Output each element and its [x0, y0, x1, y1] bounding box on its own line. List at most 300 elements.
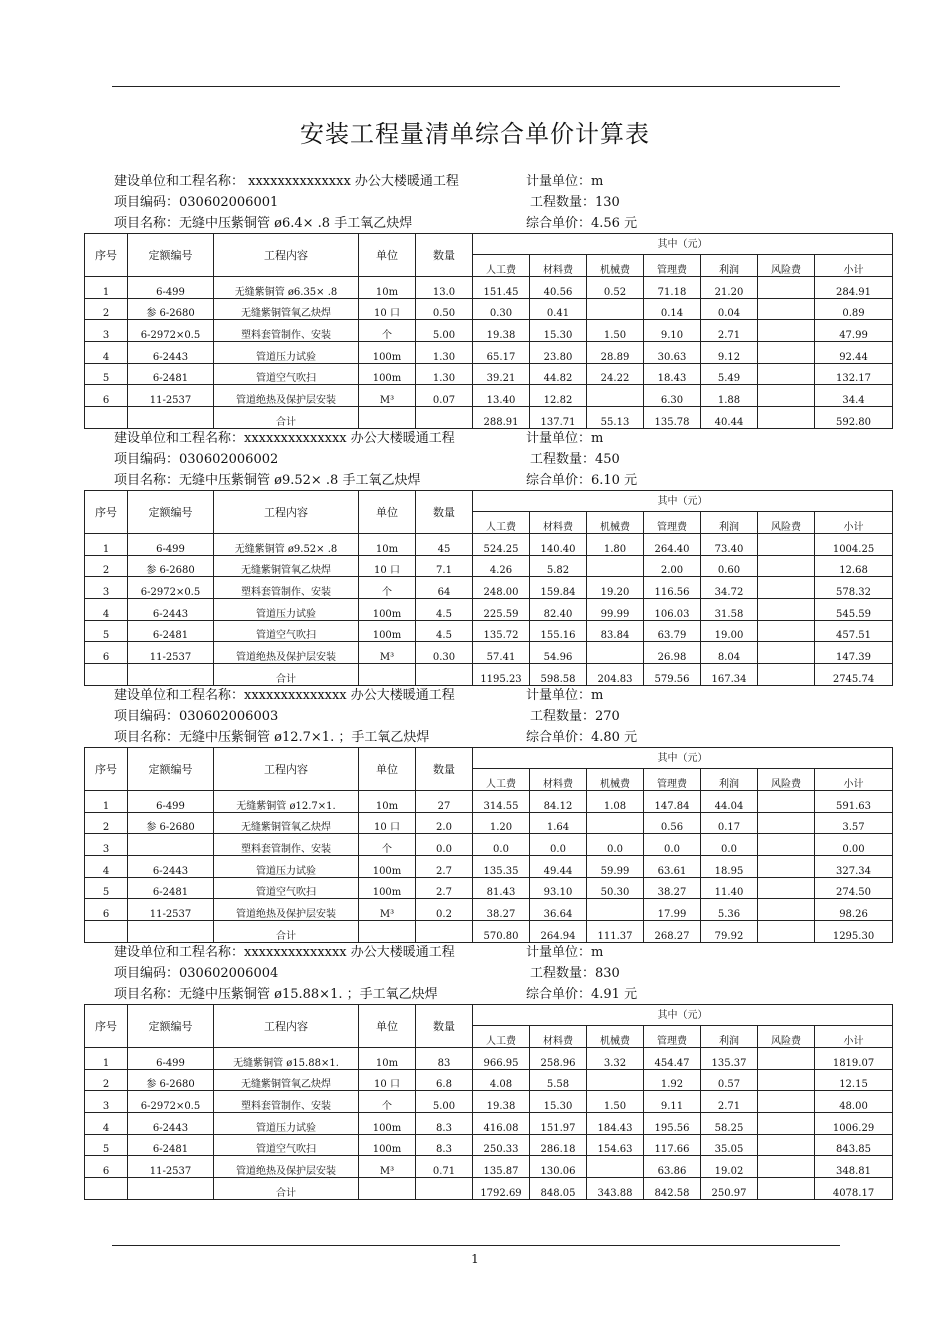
table-cell: 15.30 [530, 1091, 587, 1113]
table-cell: 63.79 [644, 620, 701, 642]
row-5 [85, 363, 893, 385]
table-cell: 6-499 [128, 1048, 214, 1070]
table-cell: 6 [85, 385, 128, 407]
table-cell: 184.43 [587, 1113, 644, 1135]
table-cell: 9.10 [644, 320, 701, 342]
header-profit: 利润 [701, 1026, 758, 1048]
header-machine: 机械费 [587, 512, 644, 534]
table-cell: 23.80 [530, 342, 587, 364]
table-cell: 591.63 [815, 791, 893, 813]
item-code: 项目编码：030602006003 [114, 709, 279, 724]
table-cell: 10 口 [359, 555, 416, 577]
builder-label: 建设单位和工程名称：xxxxxxxxxxxxxx 办公大楼暖通工程 [114, 945, 455, 960]
table-cell: 57.41 [473, 642, 530, 664]
header-qty: 数量 [416, 748, 473, 791]
table-cell: 130.06 [530, 1156, 587, 1178]
table-cell: 100m [359, 342, 416, 364]
table-cell: 11-2537 [128, 642, 214, 664]
header-breakdown: 其中（元） [473, 234, 893, 255]
table-cell [758, 1113, 815, 1135]
table-cell [587, 555, 644, 577]
table-cell: 19.02 [701, 1156, 758, 1178]
table-cell: 99.99 [587, 599, 644, 621]
table-cell: 6-2972×0.5 [128, 320, 214, 342]
table-cell [758, 599, 815, 621]
table-cell: 合计 [214, 407, 359, 429]
header-risk: 风险费 [758, 512, 815, 534]
header-mgmt: 管理费 [644, 255, 701, 277]
table-cell: 79.92 [701, 921, 758, 943]
header-qty: 数量 [416, 1005, 473, 1048]
table-cell [758, 877, 815, 899]
table-cell: 524.25 [473, 534, 530, 556]
table-cell: 6 [85, 1156, 128, 1178]
table-cell: 81.43 [473, 877, 530, 899]
table-cell: 0.41 [530, 298, 587, 320]
measure-unit: 计量单位：m [526, 431, 604, 446]
item-code: 项目编码：030602006004 [114, 966, 279, 981]
table-cell: 参 6-2680 [128, 1069, 214, 1091]
table-cell [758, 277, 815, 299]
item-code: 项目编码：030602006002 [114, 452, 279, 467]
table-cell: 30.63 [644, 342, 701, 364]
table-cell: 10m [359, 534, 416, 556]
header-content: 工程内容 [214, 491, 359, 534]
table-cell [758, 921, 815, 943]
header-row [85, 491, 893, 512]
table-cell: 147.39 [815, 642, 893, 664]
table-cell: 0.17 [701, 812, 758, 834]
table-cell: 5.00 [416, 1091, 473, 1113]
table-cell: 314.55 [473, 791, 530, 813]
table-cell: 1.50 [587, 1091, 644, 1113]
table-cell [758, 791, 815, 813]
table-cell: 1.08 [587, 791, 644, 813]
table-cell: 45 [416, 534, 473, 556]
table-cell: 284.91 [815, 277, 893, 299]
row-6 [85, 385, 893, 407]
table-cell: 26.98 [644, 642, 701, 664]
table-cell [758, 620, 815, 642]
section-info [84, 427, 892, 490]
table-cell: 0.30 [416, 642, 473, 664]
table-cell [587, 812, 644, 834]
table-cell: 578.32 [815, 577, 893, 599]
table-cell: 268.27 [644, 921, 701, 943]
table-cell: 19.38 [473, 320, 530, 342]
table-cell: 4.08 [473, 1069, 530, 1091]
header-machine: 机械费 [587, 255, 644, 277]
table-cell: 管道绝热及保护层安装 [214, 899, 359, 921]
header-mgmt: 管理费 [644, 769, 701, 791]
table-cell: 225.59 [473, 599, 530, 621]
table-cell: 0.2 [416, 899, 473, 921]
row-5 [85, 877, 893, 899]
table-cell: 135.72 [473, 620, 530, 642]
table-cell: 无缝紫铜管 ø15.88×1. [214, 1048, 359, 1070]
table-cell: 8.3 [416, 1134, 473, 1156]
table-cell: M³ [359, 385, 416, 407]
table-cell: 966.95 [473, 1048, 530, 1070]
table-cell: 27 [416, 791, 473, 813]
table-cell: 合计 [214, 664, 359, 686]
table-cell: 65.17 [473, 342, 530, 364]
header-labor: 人工费 [473, 769, 530, 791]
table-cell: 0.14 [644, 298, 701, 320]
table-cell: 1.30 [416, 342, 473, 364]
table-cell [587, 899, 644, 921]
row-6 [85, 899, 893, 921]
table-cell: 327.34 [815, 856, 893, 878]
builder-label: 建设单位和工程名称： xxxxxxxxxxxxxx 办公大楼暖通工程 [114, 174, 459, 189]
table-cell [758, 1048, 815, 1070]
price-section-1 [84, 170, 892, 429]
table-cell: 38.27 [473, 899, 530, 921]
table-cell: 1 [85, 791, 128, 813]
table-cell: 11-2537 [128, 385, 214, 407]
table-cell: 1.64 [530, 812, 587, 834]
row-1 [85, 1048, 893, 1070]
table-cell: 4 [85, 342, 128, 364]
table-cell: 6-2443 [128, 342, 214, 364]
table-cell: 5 [85, 877, 128, 899]
table-cell: 无缝紫铜管 ø9.52× .8 [214, 534, 359, 556]
table-cell: 0.0 [473, 834, 530, 856]
table-cell: 6-499 [128, 534, 214, 556]
table-cell [758, 664, 815, 686]
work-quantity: 工程数量：830 [530, 966, 620, 981]
table-cell: 1819.07 [815, 1048, 893, 1070]
header-risk: 风险费 [758, 255, 815, 277]
table-cell: 100m [359, 599, 416, 621]
table-cell [758, 856, 815, 878]
row-6 [85, 642, 893, 664]
header-labor: 人工费 [473, 255, 530, 277]
header-subtotal: 小计 [815, 1026, 893, 1048]
table-cell: 63.86 [644, 1156, 701, 1178]
table-cell: 参 6-2680 [128, 298, 214, 320]
table-cell: 3 [85, 577, 128, 599]
header-row [85, 1005, 893, 1026]
header-material: 材料费 [530, 1026, 587, 1048]
page-title: 安装工程量清单综合单价计算表 [300, 120, 650, 148]
table-cell: 84.12 [530, 791, 587, 813]
table-cell: 100m [359, 1134, 416, 1156]
table-cell: 个 [359, 1091, 416, 1113]
header-mgmt: 管理费 [644, 512, 701, 534]
table-cell: 83.84 [587, 620, 644, 642]
table-cell: 39.21 [473, 363, 530, 385]
section-info [84, 684, 892, 747]
header-unit: 单位 [359, 491, 416, 534]
table-cell: 4.5 [416, 620, 473, 642]
table-cell: 10m [359, 277, 416, 299]
table-cell: 6-2481 [128, 363, 214, 385]
table-cell: 管道绝热及保护层安装 [214, 642, 359, 664]
measure-unit: 计量单位：m [526, 174, 604, 189]
table-cell: 1 [85, 277, 128, 299]
table-cell: 454.47 [644, 1048, 701, 1070]
table-cell: 13.40 [473, 385, 530, 407]
total-row [85, 407, 893, 429]
table-cell: 合计 [214, 921, 359, 943]
table-cell: 1 [85, 1048, 128, 1070]
table-cell: 个 [359, 577, 416, 599]
table-cell: 无缝紫铜管氧乙炔焊 [214, 1069, 359, 1091]
table-cell [758, 577, 815, 599]
table-cell: 0.50 [416, 298, 473, 320]
table-cell: 250.97 [701, 1178, 758, 1200]
table-cell: 4.5 [416, 599, 473, 621]
header-subtotal: 小计 [815, 512, 893, 534]
table-cell: 147.84 [644, 791, 701, 813]
table-cell: 4 [85, 856, 128, 878]
price-table [84, 1004, 893, 1200]
row-5 [85, 1134, 893, 1156]
work-quantity: 工程数量：130 [530, 195, 620, 210]
table-cell: 管道空气吹扫 [214, 877, 359, 899]
header-material: 材料费 [530, 769, 587, 791]
table-cell: 18.95 [701, 856, 758, 878]
table-cell: 6-2481 [128, 1134, 214, 1156]
row-3 [85, 320, 893, 342]
total-row [85, 921, 893, 943]
table-cell [758, 363, 815, 385]
table-cell [359, 664, 416, 686]
table-cell: 100m [359, 877, 416, 899]
item-code: 项目编码：030602006001 [114, 195, 279, 210]
table-cell [85, 407, 128, 429]
row-4 [85, 342, 893, 364]
table-cell: 2.71 [701, 320, 758, 342]
table-cell: 848.05 [530, 1178, 587, 1200]
table-cell: 47.99 [815, 320, 893, 342]
table-cell [758, 298, 815, 320]
table-cell: 2 [85, 812, 128, 834]
table-cell: 6-2481 [128, 877, 214, 899]
table-cell: M³ [359, 899, 416, 921]
table-cell: 6-2443 [128, 599, 214, 621]
row-2 [85, 555, 893, 577]
table-cell: 6-2972×0.5 [128, 1091, 214, 1113]
table-cell: 12.15 [815, 1069, 893, 1091]
table-cell: 3.32 [587, 1048, 644, 1070]
header-material: 材料费 [530, 512, 587, 534]
header-profit: 利润 [701, 255, 758, 277]
table-cell: 1 [85, 534, 128, 556]
table-cell: 264.40 [644, 534, 701, 556]
table-cell [758, 385, 815, 407]
table-cell: 1792.69 [473, 1178, 530, 1200]
header-unit: 单位 [359, 1005, 416, 1048]
table-cell: 592.80 [815, 407, 893, 429]
table-cell: 1.20 [473, 812, 530, 834]
table-cell: 58.25 [701, 1113, 758, 1135]
builder-label: 建设单位和工程名称：xxxxxxxxxxxxxx 办公大楼暖通工程 [114, 431, 455, 446]
table-cell: 135.35 [473, 856, 530, 878]
table-cell: 4 [85, 599, 128, 621]
table-cell: 0.60 [701, 555, 758, 577]
table-cell: 44.82 [530, 363, 587, 385]
table-cell [587, 298, 644, 320]
page-number: 1 [471, 1252, 479, 1266]
header-unit: 单位 [359, 748, 416, 791]
table-cell [758, 407, 815, 429]
table-cell: 2.00 [644, 555, 701, 577]
table-cell: 343.88 [587, 1178, 644, 1200]
header-quota: 定额编号 [128, 234, 214, 277]
table-cell [128, 921, 214, 943]
table-cell: 6-499 [128, 791, 214, 813]
table-cell: 无缝紫铜管氧乙炔焊 [214, 298, 359, 320]
table-cell: 2 [85, 555, 128, 577]
table-cell: 管道压力试验 [214, 856, 359, 878]
table-cell: 843.85 [815, 1134, 893, 1156]
table-cell: 24.22 [587, 363, 644, 385]
table-cell [758, 320, 815, 342]
table-cell: 151.97 [530, 1113, 587, 1135]
table-cell: 6.8 [416, 1069, 473, 1091]
price-section-4 [84, 941, 892, 1200]
table-cell: 10 口 [359, 812, 416, 834]
work-quantity: 工程数量：270 [530, 709, 620, 724]
table-cell: 264.94 [530, 921, 587, 943]
table-cell: 151.45 [473, 277, 530, 299]
table-cell: 111.37 [587, 921, 644, 943]
table-cell: 135.87 [473, 1156, 530, 1178]
header-breakdown: 其中（元） [473, 1005, 893, 1026]
table-cell: 48.00 [815, 1091, 893, 1113]
header-risk: 风险费 [758, 1026, 815, 1048]
table-cell: 6 [85, 642, 128, 664]
table-cell: 塑料套管制作、安装 [214, 577, 359, 599]
table-cell [128, 664, 214, 686]
table-cell [85, 664, 128, 686]
price-table [84, 747, 893, 943]
table-cell: 100m [359, 363, 416, 385]
table-cell: 0.0 [701, 834, 758, 856]
top-rule [112, 86, 840, 87]
item-name: 项目名称：无缝中压紫铜管 ø9.52× .8 手工氧乙炔焊 [114, 473, 421, 488]
table-cell: 4.26 [473, 555, 530, 577]
table-cell: 17.99 [644, 899, 701, 921]
header-material: 材料费 [530, 255, 587, 277]
table-cell: 598.58 [530, 664, 587, 686]
table-cell [587, 385, 644, 407]
table-cell: 50.30 [587, 877, 644, 899]
table-cell [758, 1069, 815, 1091]
unit-price: 综合单价：4.80 元 [526, 730, 638, 745]
table-cell: 9.12 [701, 342, 758, 364]
builder-label: 建设单位和工程名称：xxxxxxxxxxxxxx 办公大楼暖通工程 [114, 688, 455, 703]
table-cell: 管道绝热及保护层安装 [214, 385, 359, 407]
row-3 [85, 834, 893, 856]
table-cell: 36.64 [530, 899, 587, 921]
table-cell: 19.20 [587, 577, 644, 599]
row-2 [85, 1069, 893, 1091]
table-cell [758, 1134, 815, 1156]
table-cell: 0.56 [644, 812, 701, 834]
table-cell: 10m [359, 791, 416, 813]
table-cell: 0.07 [416, 385, 473, 407]
table-cell: 管道压力试验 [214, 342, 359, 364]
table-cell [758, 1091, 815, 1113]
table-cell: 348.81 [815, 1156, 893, 1178]
measure-unit: 计量单位：m [526, 688, 604, 703]
table-cell: 6-2443 [128, 856, 214, 878]
table-cell: 34.4 [815, 385, 893, 407]
unit-price: 综合单价：4.91 元 [526, 987, 638, 1002]
table-cell: 0.30 [473, 298, 530, 320]
table-cell: 管道压力试验 [214, 599, 359, 621]
table-cell: 5.82 [530, 555, 587, 577]
table-cell: 54.96 [530, 642, 587, 664]
unit-price: 综合单价：4.56 元 [526, 216, 638, 231]
table-cell [587, 642, 644, 664]
table-cell: 2745.74 [815, 664, 893, 686]
table-cell [416, 921, 473, 943]
table-cell: 82.40 [530, 599, 587, 621]
table-cell [758, 899, 815, 921]
row-2 [85, 298, 893, 320]
price-section-3 [84, 684, 892, 943]
table-cell: 管道空气吹扫 [214, 1134, 359, 1156]
table-cell: 132.17 [815, 363, 893, 385]
table-cell: 6 [85, 899, 128, 921]
table-cell: 140.40 [530, 534, 587, 556]
measure-unit: 计量单位：m [526, 945, 604, 960]
price-table [84, 490, 893, 686]
row-2 [85, 812, 893, 834]
table-cell: 1.92 [644, 1069, 701, 1091]
table-cell: 204.83 [587, 664, 644, 686]
table-cell: 合计 [214, 1178, 359, 1200]
header-seq: 序号 [85, 1005, 128, 1048]
table-cell: 参 6-2680 [128, 812, 214, 834]
price-section-2 [84, 427, 892, 686]
work-quantity: 工程数量：450 [530, 452, 620, 467]
header-subtotal: 小计 [815, 255, 893, 277]
table-cell [758, 1178, 815, 1200]
table-cell: 8.04 [701, 642, 758, 664]
table-cell: 19.38 [473, 1091, 530, 1113]
table-cell: 无缝紫铜管氧乙炔焊 [214, 812, 359, 834]
table-cell: 5.00 [416, 320, 473, 342]
table-cell: 1195.23 [473, 664, 530, 686]
table-cell: 11.40 [701, 877, 758, 899]
table-cell [758, 834, 815, 856]
table-cell: 0.0 [416, 834, 473, 856]
table-cell: 0.0 [644, 834, 701, 856]
table-cell: 19.00 [701, 620, 758, 642]
table-cell: 0.52 [587, 277, 644, 299]
table-cell: 842.58 [644, 1178, 701, 1200]
table-cell: M³ [359, 1156, 416, 1178]
item-name: 项目名称：无缝中压紫铜管 ø15.88×1. ；手工氧乙炔焊 [114, 987, 438, 1002]
table-cell: 个 [359, 834, 416, 856]
header-unit: 单位 [359, 234, 416, 277]
total-row [85, 1178, 893, 1200]
row-1 [85, 791, 893, 813]
table-cell: 5 [85, 620, 128, 642]
table-cell: 1.30 [416, 363, 473, 385]
table-cell [758, 812, 815, 834]
item-name: 项目名称：无缝中压紫铜管 ø6.4× .8 手工氧乙炔焊 [114, 216, 413, 231]
table-cell [758, 342, 815, 364]
header-quota: 定额编号 [128, 1005, 214, 1048]
table-cell: 137.71 [530, 407, 587, 429]
header-machine: 机械费 [587, 769, 644, 791]
